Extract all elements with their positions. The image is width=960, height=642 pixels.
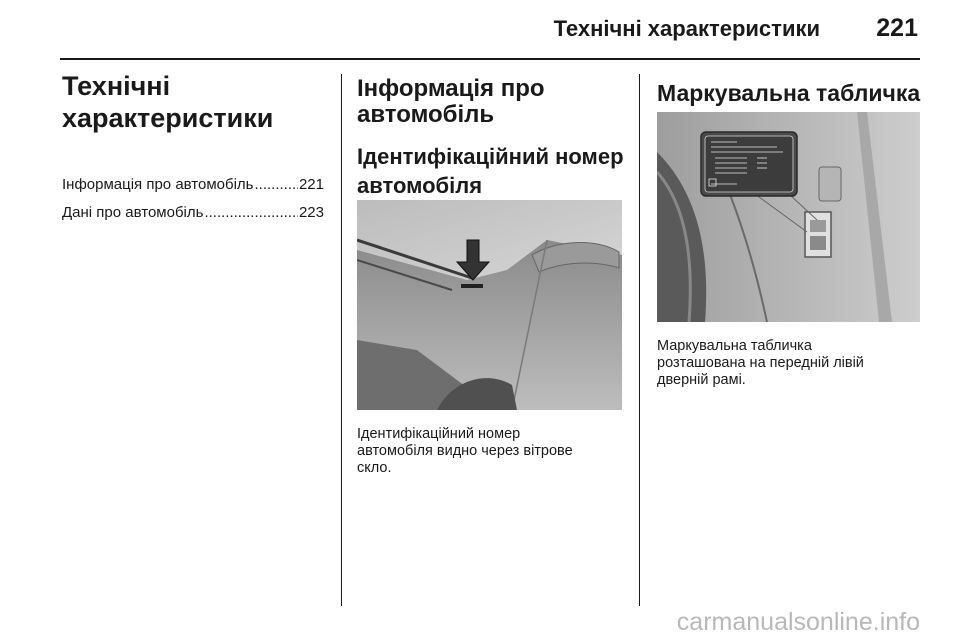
chapter-title-line-1: Технічні — [62, 71, 171, 101]
vin-caption-line-1: Ідентифікаційний номер — [357, 426, 521, 442]
chapter-title-line-2: характеристики — [62, 103, 274, 133]
page-number: 221 — [876, 14, 918, 42]
vin-caption-line-2: автомобіля видно через вітрове — [357, 443, 573, 459]
label-plate-caption — [657, 338, 927, 389]
vin-subtitle — [357, 142, 627, 200]
vin-subtitle-line-1: Ідентифікаційний номер — [357, 144, 624, 169]
section-title — [357, 76, 627, 128]
label-plate-caption-line-3: дверній рамі. — [657, 372, 746, 388]
toc-entry-label: Інформація про автомобіль — [62, 176, 254, 193]
toc-entry-vehicle-data[interactable] — [62, 204, 324, 232]
table-of-contents — [62, 176, 324, 232]
toc-entry-page: 221 — [298, 176, 324, 193]
chapter-title — [62, 70, 332, 134]
header-title: Технічні характеристики — [553, 16, 820, 41]
label-plate-caption-line-2: розташована на передній лівій — [657, 355, 864, 371]
column-divider-left — [341, 74, 342, 606]
toc-leader-dots — [204, 204, 298, 221]
footer-watermark[interactable]: carmanualsonline.info — [676, 608, 920, 636]
vin-caption-line-3: скло. — [357, 460, 392, 476]
toc-entry-page: 223 — [298, 204, 324, 221]
vin-caption — [357, 426, 627, 477]
toc-entry-label: Дані про автомобіль — [62, 204, 204, 221]
toc-leader-dots — [255, 176, 298, 193]
column-divider-right — [639, 74, 640, 606]
label-plate-illustration — [657, 112, 920, 322]
label-plate-title: Маркувальна табличка — [657, 80, 921, 106]
vin-subtitle-line-2: автомобіля — [357, 173, 483, 198]
section-title-line-1: Інформація про — [357, 75, 545, 102]
toc-entry-vehicle-info[interactable] — [62, 176, 324, 204]
section-title-line-2: автомобіль — [357, 101, 495, 128]
header-rule — [60, 58, 920, 60]
vin-location-illustration — [357, 200, 622, 410]
label-plate-caption-line-1: Маркувальна табличка — [657, 338, 812, 354]
